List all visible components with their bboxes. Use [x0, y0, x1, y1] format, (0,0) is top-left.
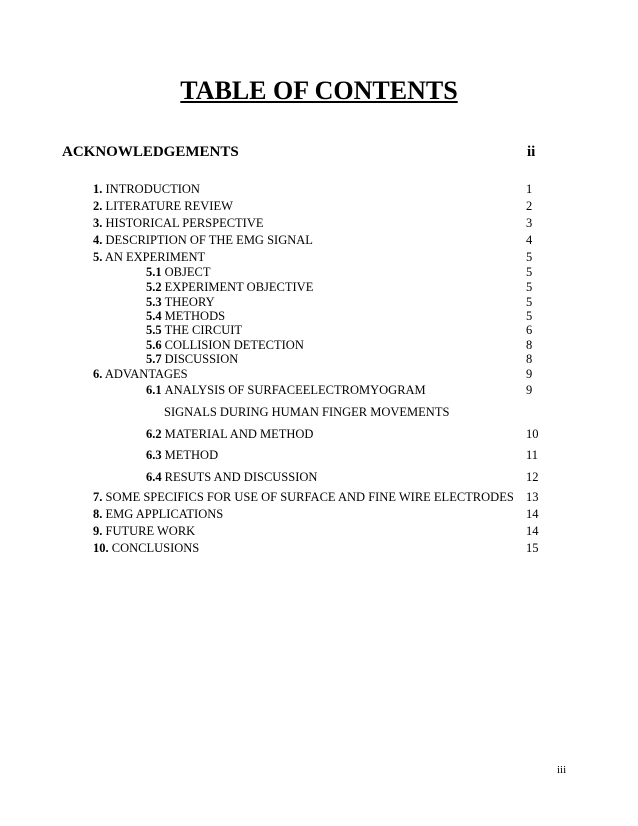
toc-entry [93, 507, 223, 522]
toc-entry [93, 490, 514, 505]
toc-entry-page: 13 [526, 490, 539, 504]
toc-entry-number: 8. [93, 507, 103, 521]
toc-entry-page: 4 [526, 233, 533, 247]
toc-entry-page: 14 [526, 524, 539, 538]
toc-entry-label: SOME SPECIFICS FOR USE OF SURFACE AND FINE WIRE ELECTRODES [105, 490, 514, 504]
toc-entry [146, 470, 317, 485]
toc-entry-page: 14 [526, 507, 539, 521]
toc-entry [146, 448, 218, 463]
toc-entry-label: EXPERIMENT OBJECTIVE [164, 280, 314, 294]
toc-entry-page: 11 [526, 448, 539, 462]
toc-entry-page: 1 [526, 182, 533, 196]
toc-entry [146, 427, 313, 442]
toc-entry-label: ADVANTAGES [104, 367, 188, 381]
toc-entry-label: THEORY [164, 295, 215, 309]
toc-entry-label: DESCRIPTION OF THE EMG SIGNAL [105, 233, 313, 247]
toc-entry-acknowledgements-page: ii [527, 144, 536, 160]
toc-entry-number: 7. [93, 490, 103, 504]
toc-entry [146, 383, 426, 398]
toc-entry-continuation [164, 405, 449, 420]
toc-entry [146, 280, 313, 295]
toc-entry-label: METHODS [164, 309, 226, 323]
toc-entry-page: 12 [526, 470, 539, 484]
toc-entry-number: 9. [93, 524, 103, 538]
toc-entry-page: 5 [526, 295, 533, 309]
toc-entry-number: 4. [93, 233, 103, 247]
toc-entry [146, 338, 304, 353]
toc-entry-label: HISTORICAL PERSPECTIVE [105, 216, 264, 230]
toc-entry-label: METHOD [164, 448, 219, 462]
toc-entry [146, 295, 215, 310]
toc-entry-label: INTRODUCTION [105, 182, 200, 196]
toc-entry [146, 309, 225, 324]
toc-entry-number: 5.5 [146, 323, 162, 337]
toc-entry-label: DISCUSSION [164, 352, 239, 366]
toc-entry-number: 5.3 [146, 295, 162, 309]
toc-entry-number: 5.6 [146, 338, 162, 352]
toc-entry-number: 6. [93, 367, 103, 381]
toc-entry-page: 8 [526, 352, 533, 366]
toc-entry [93, 367, 188, 382]
toc-entry-page: 10 [526, 427, 539, 441]
toc-entry [146, 265, 210, 280]
toc-entry-page: 5 [526, 309, 533, 323]
toc-entry [146, 323, 242, 338]
page-number: iii [557, 764, 567, 776]
toc-entry-number: 1. [93, 182, 103, 196]
toc-entry [93, 541, 199, 556]
toc-entry-label: LITERATURE REVIEW [105, 199, 233, 213]
toc-entry-label: ANALYSIS OF SURFACEELECTROMYOGRAM [164, 383, 426, 397]
toc-entry-page: 9 [526, 367, 533, 381]
toc-entry-number: 5.1 [146, 265, 162, 279]
toc-entry-label: OBJECT [164, 265, 211, 279]
toc-entry-page: 6 [526, 323, 533, 337]
page-title: TABLE OF CONTENTS [180, 76, 458, 105]
toc-entry-number: 6.2 [146, 427, 162, 441]
toc-entry-page: 9 [526, 383, 533, 397]
toc-entry-acknowledgements-label: ACKNOWLEDGEMENTS [62, 144, 239, 160]
toc-entry-number: 6.1 [146, 383, 162, 397]
toc-entry-label: RESUTS AND DISCUSSION [164, 470, 318, 484]
toc-entry [93, 216, 264, 231]
toc-entry [93, 199, 233, 214]
toc-entry-page: 5 [526, 280, 533, 294]
toc-entry [146, 352, 238, 367]
toc-entry-page: 15 [526, 541, 539, 555]
toc-entry-label: THE CIRCUIT [164, 323, 243, 337]
toc-entry-page: 2 [526, 199, 533, 213]
toc-entry-number: 6.3 [146, 448, 162, 462]
toc-entry-label: CONCLUSIONS [111, 541, 200, 555]
toc-entry [93, 524, 195, 539]
toc-entry-number: 5.7 [146, 352, 162, 366]
toc-entry-number: 10. [93, 541, 109, 555]
toc-entry-number: 5.4 [146, 309, 162, 323]
toc-entry [93, 182, 200, 197]
toc-entry-number: 6.4 [146, 470, 162, 484]
toc-entry-page: 8 [526, 338, 533, 352]
toc-entry-number: 2. [93, 199, 103, 213]
toc-entry-label: SIGNALS DURING HUMAN FINGER MOVEMENTS [164, 405, 450, 419]
toc-entry-label: COLLISION DETECTION [164, 338, 304, 352]
toc-entry-label: FUTURE WORK [105, 524, 196, 538]
toc-entry-page: 5 [526, 265, 533, 279]
toc-entry-label: MATERIAL AND METHOD [164, 427, 314, 441]
toc-entry-page: 3 [526, 216, 533, 230]
toc-entry-number: 3. [93, 216, 103, 230]
toc-entry [93, 233, 313, 248]
toc-entry-page: 5 [526, 250, 533, 264]
toc-entry-label: AN EXPERIMENT [104, 250, 206, 264]
toc-entry-number: 5.2 [146, 280, 162, 294]
toc-entry-label: EMG APPLICATIONS [105, 507, 224, 521]
toc-entry-number: 5. [93, 250, 103, 264]
toc-entry [93, 250, 205, 265]
